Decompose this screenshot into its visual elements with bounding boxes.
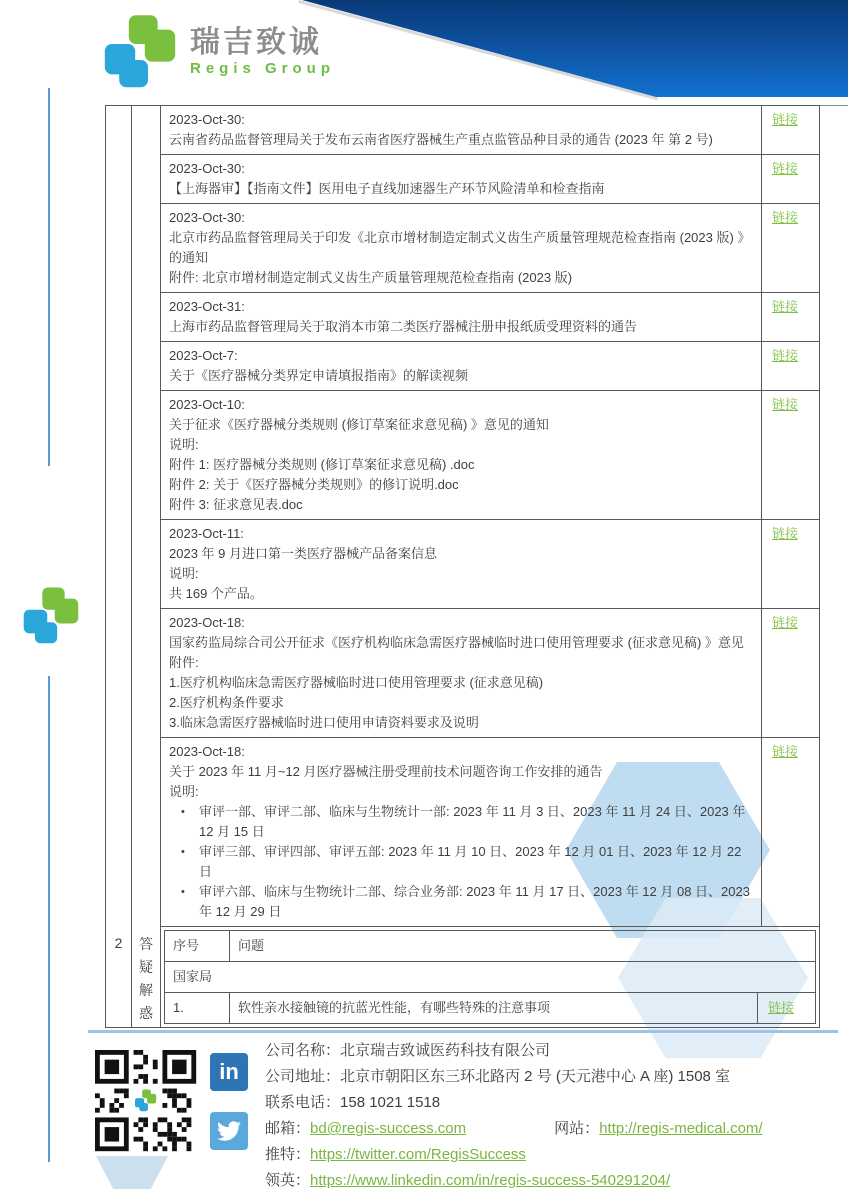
notice-line: 说明: xyxy=(169,784,199,799)
notice-line: 关于《医疗器械分类界定申请填报指南》的解读视频 xyxy=(169,368,469,383)
notice-line: 国家药监局综合司公开征求《医疗机构临床急需医疗器械临时进口使用管理要求 (征求意见稿) 》意见 xyxy=(169,635,744,650)
notice-content xyxy=(161,520,762,608)
notice-line: 3.临床急需医疗器械临时进口使用申请资料要求及说明 xyxy=(169,715,479,730)
notice-date: 2023-Oct-31: xyxy=(169,299,245,314)
notice-line: 附件: 北京市增材制造定制式义齿生产质量管理规范检查指南 (2023 版) xyxy=(169,270,573,285)
footer-info xyxy=(265,1038,840,1194)
twitter-label: 推特： xyxy=(265,1146,311,1163)
qa-header-row xyxy=(165,931,815,961)
notice-bullet: • 审评六部、临床与生物统计二部、综合业务部: 2023 年 11 月 17 日、2023 年 12 月 08 日、2023 年 12 月 29 日 xyxy=(169,882,751,922)
website-label: 网站： xyxy=(554,1120,600,1137)
notice-content xyxy=(161,204,762,292)
notice-link[interactable]: 链接 xyxy=(772,112,799,127)
notice-section xyxy=(106,106,820,927)
qa-host xyxy=(161,927,820,1027)
notice-bullet-list xyxy=(169,802,751,922)
notice-row xyxy=(161,520,820,609)
notice-line: 关于 2023 年 11 月~12 月医疗器械注册受理前技术问题咨询工作安排的通告 xyxy=(169,764,603,779)
notice-link[interactable]: 链接 xyxy=(772,348,799,363)
notice-row xyxy=(161,738,820,927)
section-category-cell xyxy=(132,106,161,927)
left-accent-line-top xyxy=(48,88,50,466)
notice-rows xyxy=(161,106,820,927)
notice-row xyxy=(161,293,820,342)
qa-header-no: 序号 xyxy=(165,931,230,961)
notice-link[interactable]: 链接 xyxy=(772,744,799,759)
notice-line: 1.医疗机构临床急需医疗器械临时进口使用管理要求 (征求意见稿) xyxy=(169,675,544,690)
company-address-label: 公司地址： xyxy=(265,1068,341,1085)
qa-header-question: 问题 xyxy=(238,938,265,953)
notice-link[interactable]: 链接 xyxy=(772,397,799,412)
trapezoid-watermark xyxy=(96,1156,168,1189)
brand-name-en: Regis Group xyxy=(190,60,336,77)
notice-bullet: • 审评三部、审评四部、审评五部: 2023 年 11 月 10 日、2023 年 12 月 01 日、2023 年 12 月 22 日 xyxy=(169,842,751,882)
website-link[interactable]: http://regis-medical.com/ xyxy=(599,1120,763,1137)
twitter-link[interactable]: https://twitter.com/RegisSuccess xyxy=(310,1146,526,1163)
brand-name-cn: 瑞吉致诚 xyxy=(190,26,322,59)
notice-line: 云南省药品监督管理局关于发布云南省医疗器械生产重点监管品种目录的通告 (2023 年 第 2 号) xyxy=(169,132,713,147)
notice-row xyxy=(161,391,820,520)
qa-item-link[interactable]: 链接 xyxy=(768,1000,795,1015)
qa-section-index: 2 xyxy=(106,927,132,1027)
notice-line: 说明: xyxy=(169,437,199,452)
notice-line: 北京市药品监督管理局关于印发《北京市增材制造定制式义齿生产质量管理规范检查指南 (2023 版) 》的通知 xyxy=(169,230,751,265)
notice-content xyxy=(161,155,762,203)
qa-label-char: 惑 xyxy=(139,1005,153,1021)
notice-line: 附件 3: 征求意见表.doc xyxy=(169,497,303,512)
notice-content xyxy=(161,609,762,737)
notice-line: 附件: xyxy=(169,655,199,670)
company-logo xyxy=(100,12,335,92)
notice-line: 关于征求《医疗器械分类规则 (修订草案征求意见稿) 》意见的通知 xyxy=(169,417,549,432)
qa-label-char: 解 xyxy=(139,982,153,998)
qa-item-question: 软性亲水接触镜的抗蓝光性能，有哪些特殊的注意事项 xyxy=(238,1000,551,1015)
linkedin-link[interactable]: https://www.linkedin.com/in/regis-success-540291204/ xyxy=(310,1172,671,1189)
notice-line: 附件 2: 关于《医疗器械分类规则》的修订说明.doc xyxy=(169,477,459,492)
company-name-label: 公司名称： xyxy=(265,1042,341,1059)
notice-content xyxy=(161,391,762,519)
logo-mark-icon xyxy=(100,12,180,92)
notice-date: 2023-Oct-18: xyxy=(169,744,245,759)
notice-link[interactable]: 链接 xyxy=(772,161,799,176)
qa-label-char: 疑 xyxy=(139,959,153,975)
notice-content xyxy=(161,293,762,341)
footer-divider xyxy=(88,1030,838,1033)
notice-line: 附件 1: 医疗器械分类规则 (修订草案征求意见稿) .doc xyxy=(169,457,475,472)
notice-link[interactable]: 链接 xyxy=(772,526,799,541)
notice-date: 2023-Oct-11: xyxy=(169,526,244,541)
phone-number: 158 1021 1518 xyxy=(340,1094,441,1111)
linkedin-label: 领英： xyxy=(265,1172,311,1189)
linkedin-icon[interactable]: in xyxy=(210,1053,248,1091)
qa-table xyxy=(164,930,816,1024)
qa-item-no: 1. xyxy=(165,993,230,1023)
left-accent-line-bottom xyxy=(48,676,50,1162)
twitter-icon[interactable] xyxy=(210,1112,248,1150)
qa-section xyxy=(106,927,820,1028)
qr-code xyxy=(93,1050,203,1156)
notice-date: 2023-Oct-30: xyxy=(169,210,245,225)
twitter-bird-icon xyxy=(217,1119,241,1143)
phone-label: 联系电话： xyxy=(265,1094,341,1111)
section-index-cell xyxy=(106,106,132,927)
notice-line: 【上海器审】【指南文件】医用电子直线加速器生产环节风险清单和检查指南 xyxy=(169,181,605,196)
notice-date: 2023-Oct-30: xyxy=(169,161,245,176)
qa-group-row xyxy=(165,961,815,992)
notice-row xyxy=(161,204,820,293)
notice-row xyxy=(161,342,820,391)
notice-line: 上海市药品监督管理局关于取消本市第二类医疗器械注册申报纸质受理资料的通告 xyxy=(169,319,638,334)
email-label: 邮箱： xyxy=(265,1120,311,1137)
company-name: 北京瑞吉致诚医药科技有限公司 xyxy=(340,1042,551,1059)
notice-link[interactable]: 链接 xyxy=(772,210,799,225)
qa-item-row xyxy=(165,992,815,1023)
notice-bullet: • 审评一部、审评二部、临床与生物统计一部: 2023 年 11 月 3 日、2023 年 11 月 24 日、2023 年 12 月 15 日 xyxy=(169,802,751,842)
notice-content xyxy=(161,738,762,926)
notice-content xyxy=(161,342,762,390)
qa-section-label xyxy=(132,927,161,1027)
notice-link[interactable]: 链接 xyxy=(772,615,799,630)
notice-date: 2023-Oct-10: xyxy=(169,397,245,412)
notice-line: 说明: xyxy=(169,566,199,581)
notice-date: 2023-Oct-18: xyxy=(169,615,245,630)
notice-row xyxy=(161,155,820,204)
notice-date: 2023-Oct-30: xyxy=(169,112,245,127)
notice-table xyxy=(105,105,820,1028)
side-logo-mark-icon xyxy=(20,583,82,649)
notice-date: 2023-Oct-7: xyxy=(169,348,238,363)
notice-row xyxy=(161,609,820,738)
notice-link[interactable]: 链接 xyxy=(772,299,799,314)
notice-line: 2.医疗机构条件要求 xyxy=(169,695,284,710)
top-rule-extension xyxy=(819,105,848,106)
qa-label-char: 答 xyxy=(139,936,153,952)
email-link[interactable]: bd@regis-success.com xyxy=(310,1120,467,1137)
notice-content xyxy=(161,106,762,154)
notice-line: 共 169 个产品。 xyxy=(169,586,263,601)
notice-row xyxy=(161,106,820,155)
notice-line: 2023 年 9 月进口第一类医疗器械产品备案信息 xyxy=(169,546,437,561)
company-address: 北京市朝阳区东三环北路丙 2 号 (天元港中心 A 座) 1508 室 xyxy=(340,1068,731,1085)
qa-group-label: 国家局 xyxy=(173,969,213,984)
